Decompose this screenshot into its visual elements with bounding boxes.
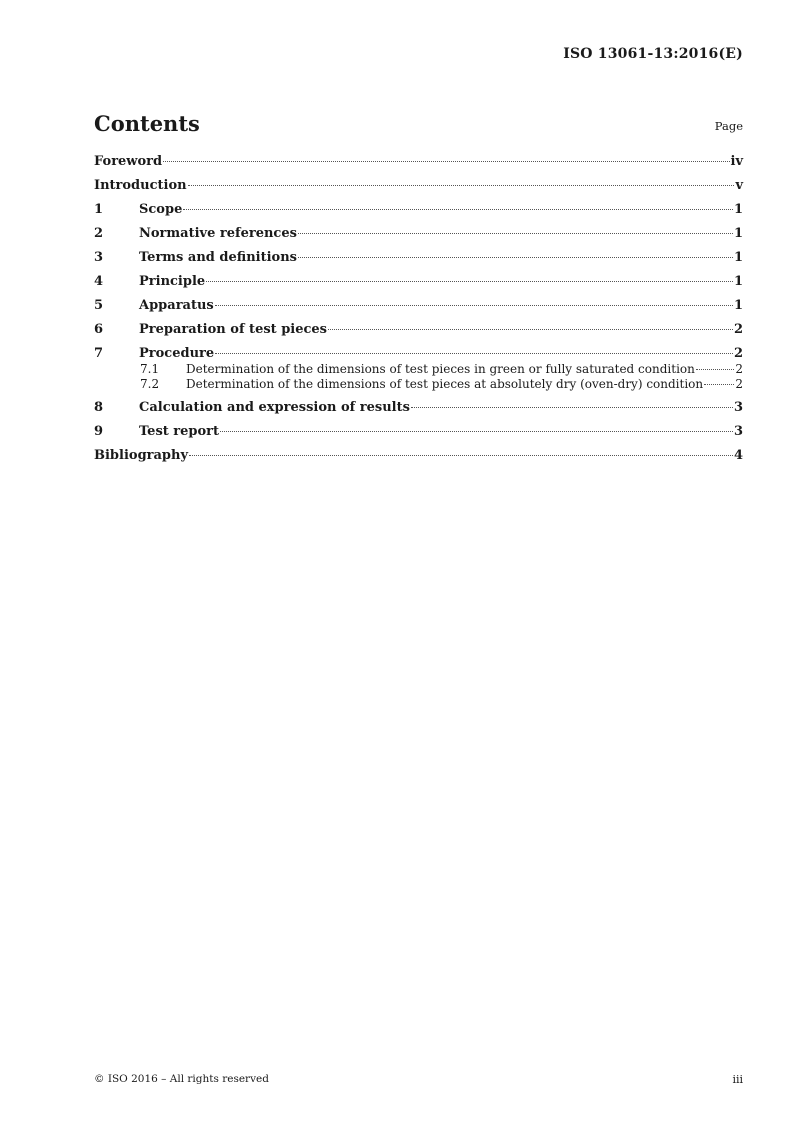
toc-entry-title: Bibliography — [94, 448, 189, 463]
toc-entry-introduction[interactable] — [94, 177, 743, 195]
copyright-notice: © ISO 2016 – All rights reserved — [94, 1073, 269, 1085]
toc-entry-title: Normative references — [139, 226, 297, 241]
toc-entry-page: 3 — [733, 424, 743, 439]
dot-leader — [696, 369, 734, 370]
page-column-label: Page — [714, 119, 743, 133]
dot-leader — [704, 384, 734, 385]
toc-entry-page: 1 — [733, 250, 743, 265]
toc-entry-title: Scope — [139, 202, 183, 217]
toc-entry-page: 2 — [735, 362, 743, 376]
toc-entry-number: 7.1 — [140, 362, 160, 376]
toc-entry-title: Terms and definitions — [139, 250, 297, 265]
toc-entry-title: Principle — [139, 274, 206, 289]
toc-entry-number: 7.2 — [140, 377, 160, 391]
toc-entry-title: Preparation of test pieces — [139, 322, 327, 337]
dot-leader — [220, 431, 733, 432]
dot-leader — [183, 209, 733, 210]
toc-subentry-7-1[interactable] — [94, 363, 743, 376]
dot-leader — [328, 329, 733, 330]
toc-subentry-7-2[interactable] — [94, 378, 743, 391]
dot-leader — [188, 185, 735, 186]
toc-entry-page: 1 — [733, 226, 743, 241]
toc-entry-number: 9 — [94, 424, 104, 439]
toc-entry-foreword[interactable] — [94, 153, 743, 171]
toc-entry-page: 2 — [733, 346, 743, 361]
toc-entry-terms-and-definitions[interactable] — [94, 249, 743, 267]
toc-entry-title: Procedure — [139, 346, 215, 361]
dot-leader — [298, 257, 733, 258]
toc-entry-page: iv — [730, 154, 743, 169]
toc-entry-title: Determination of the dimensions of test pieces in green or fully saturated condition — [186, 362, 695, 376]
toc-entry-number: 5 — [94, 298, 104, 313]
toc-entry-principle[interactable] — [94, 273, 743, 291]
toc-entry-page: 1 — [733, 202, 743, 217]
toc-entry-title: Apparatus — [139, 298, 214, 313]
toc-entry-page: 3 — [733, 400, 743, 415]
toc-entry-number: 3 — [94, 250, 104, 265]
toc-entry-number: 1 — [94, 202, 104, 217]
toc-entry-number: 6 — [94, 322, 104, 337]
dot-leader — [298, 233, 733, 234]
toc-entry-page: 1 — [733, 298, 743, 313]
dot-leader — [411, 407, 733, 408]
dot-leader — [215, 353, 733, 354]
toc-entry-title: Foreword — [94, 154, 163, 169]
contents-title: Contents — [94, 111, 200, 136]
toc-entry-preparation-of-test-pieces[interactable] — [94, 321, 743, 339]
toc-entry-page: 4 — [733, 448, 743, 463]
toc-entry-apparatus[interactable] — [94, 297, 743, 315]
toc-entry-number: 2 — [94, 226, 104, 241]
toc-entry-page: 1 — [733, 274, 743, 289]
toc-entry-bibliography[interactable] — [94, 447, 743, 465]
toc-entry-page: 2 — [733, 322, 743, 337]
toc-entry-procedure[interactable] — [94, 345, 743, 363]
toc-entry-title: Calculation and expression of results — [139, 400, 410, 415]
page-number: iii — [732, 1073, 743, 1086]
toc-entry-number: 7 — [94, 346, 104, 361]
dot-leader — [189, 455, 733, 456]
dot-leader — [206, 281, 733, 282]
toc-entry-number: 8 — [94, 400, 104, 415]
toc-entry-number: 4 — [94, 274, 104, 289]
toc-entry-page: 2 — [735, 377, 743, 391]
toc-entry-title: Determination of the dimensions of test pieces at absolutely dry (oven-dry) condition — [186, 377, 704, 391]
dot-leader — [163, 161, 729, 162]
document-id: ISO 13061-13:2016(E) — [563, 46, 743, 62]
table-of-contents — [94, 153, 743, 471]
toc-entry-normative-references[interactable] — [94, 225, 743, 243]
dot-leader — [215, 305, 733, 306]
toc-entry-title: Introduction — [94, 178, 187, 193]
toc-entry-page: v — [735, 178, 743, 193]
toc-entry-test-report[interactable] — [94, 423, 743, 441]
toc-entry-scope[interactable] — [94, 201, 743, 219]
toc-entry-calculation-and-expression-of-results[interactable] — [94, 399, 743, 417]
toc-entry-title: Test report — [139, 424, 220, 439]
